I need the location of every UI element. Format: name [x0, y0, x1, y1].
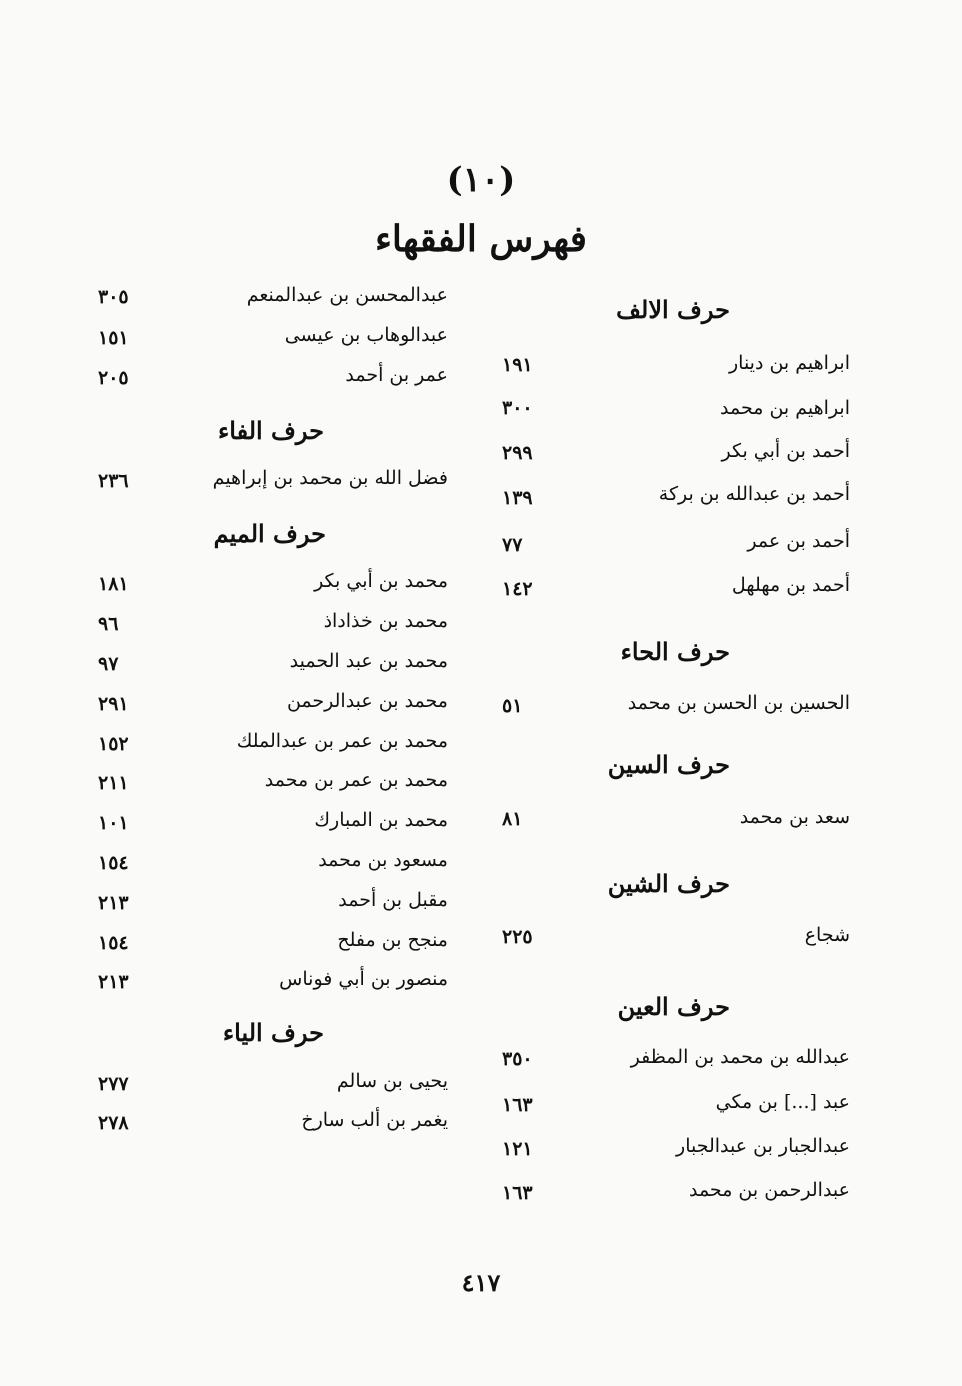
entry-name: فضل الله بن محمد بن إبراهيم — [212, 467, 448, 489]
entry-name: محمد بن عمر بن محمد — [264, 769, 448, 791]
entry-name: سعد بن محمد — [739, 806, 850, 828]
entry-name: ابراهيم بن دينار — [728, 352, 850, 374]
entry-page: ٩٦ — [98, 613, 119, 635]
section-heading: حرف الالف — [616, 295, 730, 324]
entry-name: عبدالرحمن بن محمد — [688, 1179, 850, 1201]
entry-name: محمد بن عبدالرحمن — [286, 690, 448, 712]
section-heading: حرف الياء — [222, 1018, 324, 1047]
entry-page: ١٣٩ — [502, 487, 533, 509]
entry-name: عبدالجبار بن عبدالجبار — [676, 1135, 850, 1157]
entry-name: عبدالوهاب بن عيسى — [284, 324, 448, 346]
entry-page: ١٦٣ — [502, 1182, 533, 1204]
entry-page: ٣٠٥ — [98, 286, 129, 308]
entry-page: ٧٧ — [502, 534, 523, 556]
entry-page: ٥١ — [502, 695, 523, 717]
entry-name: محمد بن خذاداذ — [323, 610, 448, 632]
entry-page: ٢٩٩ — [502, 442, 533, 464]
entry-page: ٣٥٠ — [502, 1048, 533, 1070]
entry-name: محمد بن المبارك — [314, 809, 448, 831]
page-title: فهرس الفقهاء — [374, 218, 588, 260]
entry-page: ٢١٣ — [98, 971, 129, 993]
entry-page: ١٠١ — [98, 812, 129, 834]
section-heading: حرف السين — [607, 750, 730, 779]
entry-page: ٢١١ — [98, 772, 129, 794]
entry-page: ٢٣٦ — [98, 470, 129, 492]
entry-page: ٢١٣ — [98, 892, 129, 914]
entry-name: يغمر بن ألب سارخ — [301, 1109, 448, 1131]
entry-name: يحيى بن سالم — [336, 1070, 448, 1092]
entry-name: منصور بن أبي فوناس — [279, 968, 448, 990]
entry-name: الحسين بن الحسن بن محمد — [627, 692, 850, 714]
entry-page: ١٨١ — [98, 573, 129, 595]
entry-name: أحمد بن أبي بكر — [721, 440, 850, 462]
entry-name: أحمد بن عبدالله بن بركة — [658, 483, 850, 505]
entry-page: ١٥١ — [98, 327, 129, 349]
section-heading: حرف الميم — [213, 519, 326, 548]
entry-name: محمد بن عبد الحميد — [289, 650, 448, 672]
entry-page: ١٤٢ — [502, 578, 533, 600]
entry-page: ١٥٤ — [98, 932, 129, 954]
entry-name: عبدالمحسن بن عبدالمنعم — [246, 284, 448, 306]
entry-name: ابراهيم بن محمد — [720, 397, 850, 419]
entry-page: ٣٠٠ — [502, 397, 533, 419]
entry-page: ٩٧ — [98, 653, 119, 675]
entry-name: عبدالله بن محمد بن المظفر — [630, 1046, 850, 1068]
entry-page: ٢٢٥ — [502, 926, 533, 948]
section-heading: حرف العين — [617, 992, 730, 1021]
entry-name: مقبل بن أحمد — [338, 889, 448, 911]
entry-name: محمد بن عمر بن عبدالملك — [236, 730, 448, 752]
entry-name: منجح بن مفلح — [337, 929, 448, 951]
entry-page: ٢٩١ — [98, 693, 129, 715]
entry-name: مسعود بن محمد — [318, 849, 448, 871]
entry-page: ١٥٤ — [98, 852, 129, 874]
entry-name: عبد [...] بن مكي — [715, 1091, 850, 1113]
entry-name: عمر بن أحمد — [345, 364, 448, 386]
entry-page: ١٢١ — [502, 1138, 533, 1160]
entry-page: ١٩١ — [502, 354, 533, 376]
section-heading: حرف الفاء — [217, 416, 324, 445]
page-number: ٤١٧ — [461, 1268, 501, 1297]
section-heading: حرف الشين — [607, 869, 730, 898]
entry-page: ٢٧٨ — [98, 1112, 129, 1134]
entry-page: ٨١ — [502, 808, 523, 830]
entry-name: أحمد بن مهلهل — [731, 574, 850, 596]
entry-name: محمد بن أبي بكر — [314, 570, 448, 592]
entry-page: ٢٠٥ — [98, 367, 129, 389]
entry-page: ٢٧٧ — [98, 1073, 129, 1095]
entry-page: ١٦٣ — [502, 1094, 533, 1116]
entry-name: أحمد بن عمر — [747, 530, 850, 552]
entry-name: شجاع — [804, 924, 850, 946]
section-heading: حرف الحاء — [620, 637, 730, 666]
index-number: (١٠) — [446, 160, 516, 200]
entry-page: ١٥٢ — [98, 733, 129, 755]
